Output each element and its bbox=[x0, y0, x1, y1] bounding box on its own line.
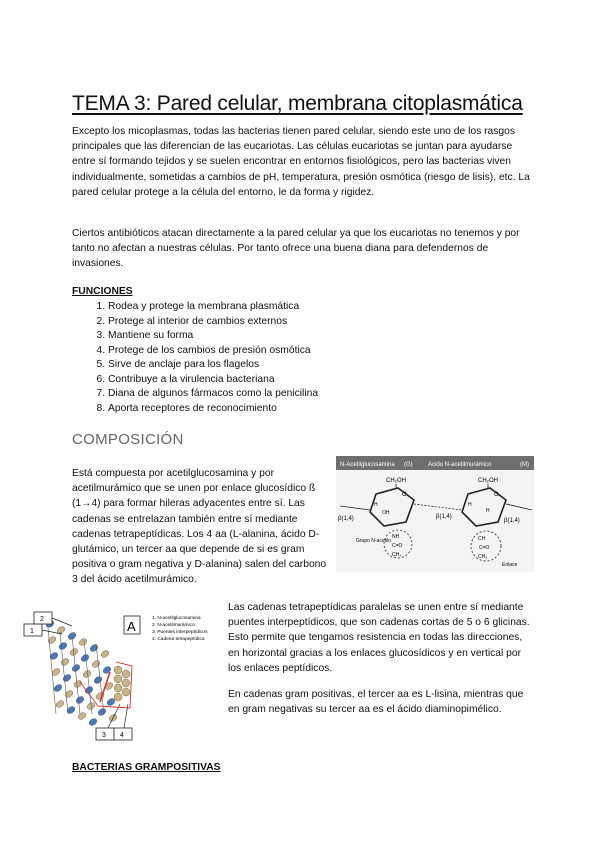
antibiotics-paragraph: Ciertos antibióticos atacan directamente a la pared celular ya que los eucariotas no tenemos y por tanto no afectan a nuestras células. Por tanto ofrece una buena diana para defendernos de invasiones. bbox=[72, 228, 520, 270]
glycan-unit bbox=[80, 653, 90, 663]
funciones-list bbox=[72, 300, 318, 416]
atom-co: C=O bbox=[392, 543, 403, 549]
callout-1 bbox=[24, 624, 62, 636]
callout-label: 3 bbox=[102, 732, 106, 739]
glycan-unit bbox=[100, 649, 110, 659]
callout-line bbox=[52, 618, 72, 626]
glycan-unit bbox=[82, 669, 92, 679]
glycan-unit bbox=[64, 689, 74, 699]
list-item: 1. Rodea y protege la membrana plasmática bbox=[108, 300, 318, 315]
ch2oh-right: CH₂OH bbox=[478, 478, 498, 484]
glycan-unit bbox=[58, 641, 68, 651]
peptidoglycan-mesh-figure bbox=[20, 606, 216, 742]
label-nam-tag: (M) bbox=[520, 462, 529, 468]
atom-h: H bbox=[468, 502, 472, 508]
glycine-unit bbox=[114, 684, 122, 692]
tetrapeptide-chain bbox=[72, 636, 80, 714]
composicion-paragraph: Está compuesta por acetilglucosamina y por acetilmurámico que se unen por enlace glucosídico ß (1→4) para formar hileras adyacentes entre sí. Las cadenas se entrelazan también entre sí mediante cadenas tetrapeptídicas. Los 4 aa (L-alanina, ácido D-glutámico, un tercer aa que depende de si es gram positiva o gram negativa y D-alanina) salen del carbono 3 del ácido acetilmurámico. bbox=[72, 468, 327, 586]
panel-label: A bbox=[127, 619, 136, 634]
glycan-unit bbox=[77, 711, 87, 721]
glycine-unit bbox=[122, 679, 130, 687]
glycan-unit bbox=[102, 665, 112, 675]
label-nam: Acido N-acetilmurámico bbox=[428, 462, 492, 468]
glycine-unit bbox=[114, 675, 122, 683]
callout-label: 4 bbox=[120, 732, 124, 739]
glycan-unit bbox=[62, 673, 72, 683]
glycine-unit bbox=[122, 670, 130, 678]
mesh-units bbox=[45, 619, 118, 727]
glycan-unit bbox=[88, 717, 98, 727]
glycan-unit bbox=[47, 635, 57, 645]
glycan-unit bbox=[91, 659, 101, 669]
list-item: 7. Diana de algunos fármacos como la penicilina bbox=[108, 387, 318, 402]
list-item: 2. Protege al interior de cambios externos bbox=[108, 315, 318, 330]
atom-co: C=O bbox=[479, 545, 490, 551]
glycan-unit bbox=[71, 663, 81, 673]
glycan-unit bbox=[60, 657, 70, 667]
page-title: TEMA 3: Pared celular, membrana citoplasmática bbox=[72, 92, 523, 115]
atom-ch3: CH₃ bbox=[392, 552, 402, 558]
callout-label: 2 bbox=[40, 616, 44, 623]
glycine-unit bbox=[122, 688, 130, 696]
glycan-unit bbox=[78, 637, 88, 647]
atom-h: H bbox=[486, 508, 490, 514]
beta-label-mid: β(1,4) bbox=[436, 514, 452, 520]
beta-label-right: β(1,4) bbox=[504, 518, 520, 524]
callout-4 bbox=[114, 704, 132, 740]
atom-nh: NH bbox=[392, 534, 400, 540]
ring-oxygen-right: O bbox=[494, 492, 499, 498]
enlace-label: Enlace bbox=[502, 562, 518, 568]
glycan-unit bbox=[89, 643, 99, 653]
glycan-unit bbox=[97, 707, 107, 717]
ch2oh-left: CH₂OH bbox=[386, 478, 406, 484]
list-item: 5. Sirve de anclaje para los flagelos bbox=[108, 358, 318, 373]
glycine-unit bbox=[114, 666, 122, 674]
legend-item: 1. N-acetilglucosamina bbox=[152, 616, 201, 621]
list-item: 3. Mantiene su forma bbox=[108, 329, 318, 344]
grampositivas-heading: BACTERIAS GRAMPOSITIVAS bbox=[72, 762, 221, 773]
label-nag: N-Acetilglucosamina bbox=[340, 462, 395, 468]
legend-item: 3. Puentes interpeptídicos bbox=[152, 630, 208, 635]
composicion-heading: COMPOSICIÓN bbox=[72, 431, 184, 448]
glycan-unit bbox=[93, 675, 103, 685]
list-item: 6. Contribuye a la virulencia bacteriana bbox=[108, 373, 318, 388]
n-acetyl-label: Grupo N-acetilo bbox=[356, 538, 392, 544]
label-nag-tag: (G) bbox=[404, 462, 413, 468]
list-item: 4. Protege de los cambios de presión osmótica bbox=[108, 344, 318, 359]
glycan-unit bbox=[55, 699, 65, 709]
glycan-unit bbox=[75, 695, 85, 705]
atom-h: H bbox=[374, 502, 378, 508]
chains-paragraph: Las cadenas tetrapeptídicas paralelas se unen entre sí mediante puentes interpeptídicos, que son cadenas cortas de 5 o 6 glicinas. Esto permite que tengamos resistencia en todas las direcciones, en horizontal gracias a los enlaces glucosídicos y en vertical por los enlaces peptídicos. bbox=[228, 602, 530, 674]
peptidoglycan-molecule-figure bbox=[336, 456, 534, 572]
ring-oxygen-left: O bbox=[402, 492, 407, 498]
legend-item: 4. Cadena tetrapeptídica bbox=[152, 637, 205, 642]
glycine-unit bbox=[114, 693, 122, 701]
figure-background bbox=[336, 456, 534, 572]
atom-ch3: CH₃ bbox=[478, 554, 488, 560]
beta-label-left: β(1,4) bbox=[338, 516, 354, 522]
list-item: 8. Aporta receptores de reconocimiento bbox=[108, 402, 318, 417]
glycan-unit bbox=[53, 683, 63, 693]
callout-label: 1 bbox=[30, 628, 34, 635]
legend-item: 2. N-acetilmurámico bbox=[152, 623, 195, 628]
atom-ch: CH bbox=[478, 536, 486, 542]
atom-oh: OH bbox=[382, 510, 390, 516]
gram-paragraph: En cadenas gram positivas, el tercer aa es L-lisina, mientras que en gram negativas su tercer aa es el ácido diaminopimélico. bbox=[228, 689, 524, 716]
funciones-heading: FUNCIONES bbox=[72, 286, 133, 297]
intro-paragraph: Excepto los micoplasmas, todas las bacterias tienen pared celular, siendo este uno de los rasgos principales que las diferencian de las eucariotas. Las células eucariotas se juntan para ayudarse entre sí formando tejidos y se suelen encontrar en entornos fisiológicos, pero las bacterias viven individualmente, sometidas a cambios de pH, temperatura, presión osmótica (riesgo de lisis), etc. La pared celular protege a la célula del entorno, le da forma y rigidez. bbox=[72, 126, 530, 198]
